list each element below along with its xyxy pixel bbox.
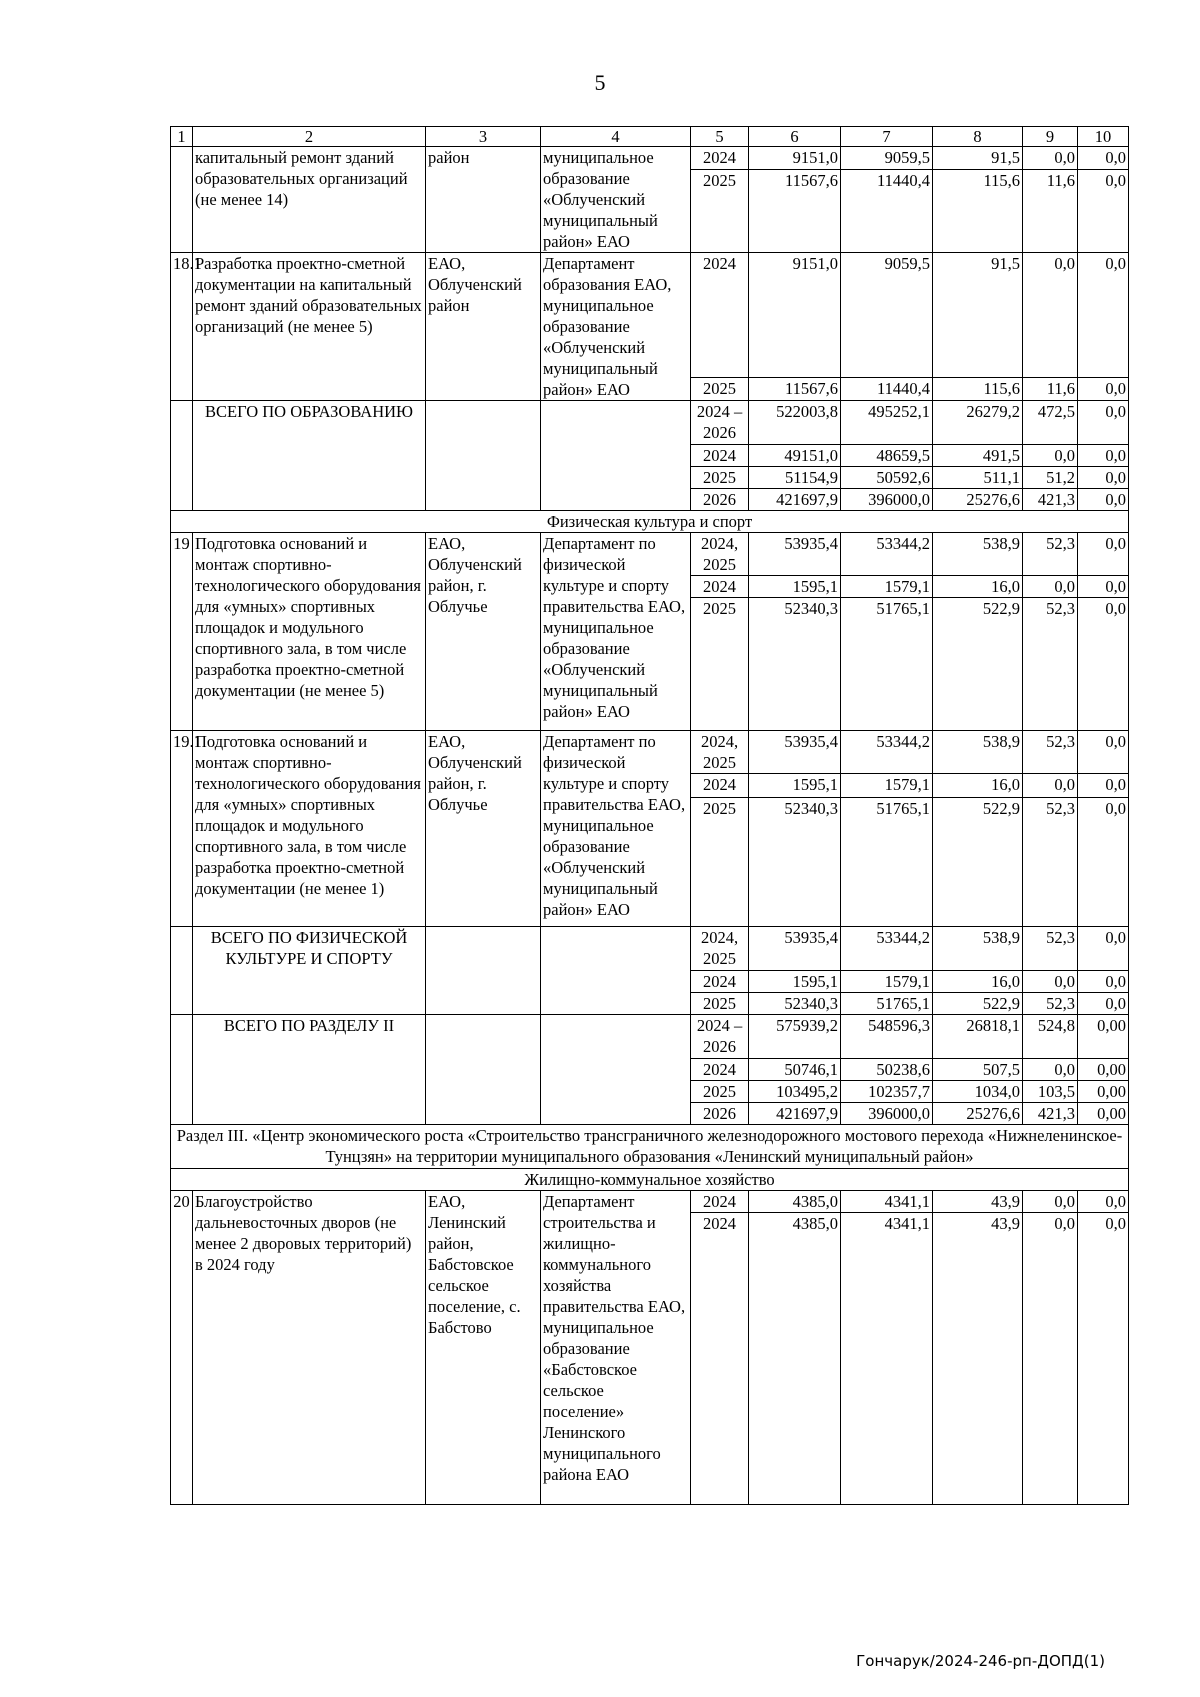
extrabudget-cell: 0,0: [1078, 489, 1129, 511]
measure-name-cell: Разработка проектно-сметной документации на капитальный ремонт зданий образовательных организаций (не менее 5): [193, 253, 426, 401]
year-cell: 2024 – 2026: [691, 1015, 749, 1059]
year-cell: 2024: [691, 253, 749, 378]
local-budget-cell: 52,3: [1023, 798, 1078, 927]
federal-budget-cell: 495252,1: [841, 401, 933, 445]
regional-budget-cell: 25276,6: [933, 1103, 1023, 1125]
total-cell: 53935,4: [749, 927, 841, 971]
regional-budget-cell: 1034,0: [933, 1081, 1023, 1103]
measure-name-cell: капитальный ремонт зданий образовательных организаций (не менее 14): [193, 147, 426, 253]
total-cell: 53935,4: [749, 731, 841, 774]
regional-budget-cell: 491,5: [933, 445, 1023, 467]
local-budget-cell: 472,5: [1023, 401, 1078, 445]
header-cell: 9: [1023, 127, 1078, 147]
year-cell: 2024: [691, 147, 749, 170]
year-cell: 2025: [691, 598, 749, 731]
table-body: [171, 127, 1129, 1505]
total-cell: 9151,0: [749, 253, 841, 378]
header-cell: 8: [933, 127, 1023, 147]
regional-budget-cell: 91,5: [933, 253, 1023, 378]
extrabudget-cell: 0,0: [1078, 147, 1129, 170]
local-budget-cell: 52,3: [1023, 533, 1078, 576]
location-cell: [426, 1015, 541, 1125]
federal-budget-cell: 11440,4: [841, 377, 933, 400]
extrabudget-cell: 0,0: [1078, 971, 1129, 993]
header-cell: 5: [691, 127, 749, 147]
location-cell: ЕАО, Облученский район, г. Облучье: [426, 533, 541, 731]
local-budget-cell: 524,8: [1023, 1015, 1078, 1059]
measure-name-cell: Подготовка оснований и монтаж спортивно-технологического оборудования для «умных» спортивных площадок и модульного спортивного зала, в том числе разработка проектно-сметной документации (не менее 5): [193, 533, 426, 731]
total-cell: 11567,6: [749, 170, 841, 253]
total-cell: 4385,0: [749, 1213, 841, 1505]
page-number: 5: [594, 70, 606, 95]
federal-budget-cell: 53344,2: [841, 927, 933, 971]
measure-name-cell: Благоустройство дальневосточных дворов (не менее 2 дворовых территорий) в 2024 году: [193, 1191, 426, 1505]
header-cell: 6: [749, 127, 841, 147]
regional-budget-cell: 43,9: [933, 1213, 1023, 1505]
index-cell: 19.1: [171, 731, 193, 927]
regional-budget-cell: 16,0: [933, 774, 1023, 798]
federal-budget-cell: 396000,0: [841, 489, 933, 511]
extrabudget-cell: 0,0: [1078, 731, 1129, 774]
federal-budget-cell: 4341,1: [841, 1191, 933, 1213]
measure-name-cell: Подготовка оснований и монтаж спортивно-технологического оборудования для «умных» спортивных площадок и модульного спортивного зала, в том числе разработка проектно-сметной документации (не менее 1): [193, 731, 426, 927]
total-cell: 421697,9: [749, 489, 841, 511]
federal-budget-cell: 4341,1: [841, 1213, 933, 1505]
federal-budget-cell: 102357,7: [841, 1081, 933, 1103]
local-budget-cell: 11,6: [1023, 170, 1078, 253]
year-cell: 2024: [691, 445, 749, 467]
regional-budget-cell: 522,9: [933, 598, 1023, 731]
federal-budget-cell: 9059,5: [841, 147, 933, 170]
year-cell: 2024: [691, 774, 749, 798]
total-cell: 522003,8: [749, 401, 841, 445]
location-cell: ЕАО, Облученский район: [426, 253, 541, 401]
regional-budget-cell: 26279,2: [933, 401, 1023, 445]
regional-budget-cell: 26818,1: [933, 1015, 1023, 1059]
total-cell: 103495,2: [749, 1081, 841, 1103]
section-heading-cell: Жилищно-коммунальное хозяйство: [171, 1169, 1129, 1191]
extrabudget-cell: 0,0: [1078, 467, 1129, 489]
year-cell: 2024: [691, 1191, 749, 1213]
regional-budget-cell: 507,5: [933, 1059, 1023, 1081]
federal-budget-cell: 53344,2: [841, 533, 933, 576]
index-cell: 19: [171, 533, 193, 731]
regional-budget-cell: 522,9: [933, 798, 1023, 927]
local-budget-cell: 0,0: [1023, 253, 1078, 378]
index-cell: [171, 401, 193, 511]
table-row: [171, 533, 1129, 576]
year-cell: 2026: [691, 1103, 749, 1125]
local-budget-cell: 0,0: [1023, 1191, 1078, 1213]
index-cell: 18.1: [171, 253, 193, 401]
federal-budget-cell: 48659,5: [841, 445, 933, 467]
index-cell: 20: [171, 1191, 193, 1505]
header-cell: 3: [426, 127, 541, 147]
extrabudget-cell: 0,0: [1078, 377, 1129, 400]
year-cell: 2024 – 2026: [691, 401, 749, 445]
extrabudget-cell: 0,0: [1078, 401, 1129, 445]
extrabudget-cell: 0,0: [1078, 253, 1129, 378]
total-cell: 1595,1: [749, 576, 841, 598]
header-cell: 7: [841, 127, 933, 147]
regional-budget-cell: 538,9: [933, 533, 1023, 576]
total-cell: 4385,0: [749, 1191, 841, 1213]
federal-budget-cell: 51765,1: [841, 598, 933, 731]
federal-budget-cell: 51765,1: [841, 993, 933, 1015]
federal-budget-cell: 1579,1: [841, 774, 933, 798]
year-cell: 2024: [691, 1059, 749, 1081]
year-cell: 2025: [691, 798, 749, 927]
location-cell: ЕАО, Ленинский район, Бабстовское сельское поселение, с. Бабстово: [426, 1191, 541, 1505]
federal-budget-cell: 53344,2: [841, 731, 933, 774]
total-label-cell: ВСЕГО ПО ОБРАЗОВАНИЮ: [193, 401, 426, 511]
extrabudget-cell: 0,00: [1078, 1103, 1129, 1125]
federal-budget-cell: 11440,4: [841, 170, 933, 253]
document-code: Гончарук/2024-246-рп-ДОПД(1): [856, 1652, 1105, 1670]
total-cell: 49151,0: [749, 445, 841, 467]
extrabudget-cell: 0,0: [1078, 1191, 1129, 1213]
local-budget-cell: 52,3: [1023, 927, 1078, 971]
extrabudget-cell: 0,0: [1078, 993, 1129, 1015]
table-row: [171, 147, 1129, 170]
extrabudget-cell: 0,00: [1078, 1081, 1129, 1103]
year-cell: 2024, 2025: [691, 927, 749, 971]
extrabudget-cell: 0,0: [1078, 927, 1129, 971]
year-cell: 2024: [691, 576, 749, 598]
year-cell: 2025: [691, 170, 749, 253]
regional-budget-cell: 91,5: [933, 147, 1023, 170]
regional-budget-cell: 16,0: [933, 576, 1023, 598]
regional-budget-cell: 522,9: [933, 993, 1023, 1015]
regional-budget-cell: 115,6: [933, 170, 1023, 253]
federal-budget-cell: 50238,6: [841, 1059, 933, 1081]
year-cell: 2024, 2025: [691, 533, 749, 576]
regional-budget-cell: 538,9: [933, 731, 1023, 774]
index-cell: [171, 147, 193, 253]
index-cell: [171, 1015, 193, 1125]
total-label-cell: ВСЕГО ПО ФИЗИЧЕСКОЙ КУЛЬТУРЕ И СПОРТУ: [193, 927, 426, 1015]
total-cell: 50746,1: [749, 1059, 841, 1081]
header-cell: 4: [541, 127, 691, 147]
local-budget-cell: 421,3: [1023, 1103, 1078, 1125]
extrabudget-cell: 0,0: [1078, 598, 1129, 731]
header-cell: 2: [193, 127, 426, 147]
local-budget-cell: 0,0: [1023, 1059, 1078, 1081]
section-title: [171, 1125, 1129, 1169]
total-cell: 51154,9: [749, 467, 841, 489]
location-cell: [426, 401, 541, 511]
year-cell: 2025: [691, 377, 749, 400]
extrabudget-cell: 0,0: [1078, 445, 1129, 467]
extrabudget-cell: 0,00: [1078, 1015, 1129, 1059]
federal-budget-cell: 1579,1: [841, 576, 933, 598]
total-cell: 1595,1: [749, 774, 841, 798]
year-cell: 2026: [691, 489, 749, 511]
table-row: [171, 1015, 1129, 1059]
location-cell: ЕАО, Облученский район, г. Облучье: [426, 731, 541, 927]
extrabudget-cell: 0,0: [1078, 576, 1129, 598]
local-budget-cell: 11,6: [1023, 377, 1078, 400]
regional-budget-cell: 538,9: [933, 927, 1023, 971]
federal-budget-cell: 396000,0: [841, 1103, 933, 1125]
extrabudget-cell: 0,0: [1078, 170, 1129, 253]
executor-cell: Департамент строительства и жилищно-коммунального хозяйства правительства ЕАО, муниципальное образование «Бабстовское сельское поселение» Ленинского муниципального района ЕАО: [541, 1191, 691, 1505]
extrabudget-cell: 0,00: [1078, 1059, 1129, 1081]
extrabudget-cell: 0,0: [1078, 774, 1129, 798]
executor-cell: муниципальное образование «Облученский муниципальный район» ЕАО: [541, 147, 691, 253]
local-budget-cell: 0,0: [1023, 147, 1078, 170]
section-title-cell: Раздел III. «Центр экономического роста «Строительство трансграничного железнодорожного мостового перехода «Нижнеленинское-Тунцзян» на территории муниципального образования «Ленинский муниципальный район»: [171, 1125, 1129, 1169]
federal-budget-cell: 9059,5: [841, 253, 933, 378]
table-row: [171, 253, 1129, 378]
total-cell: 52340,3: [749, 993, 841, 1015]
executor-cell: Департамент по физической культуре и спорту правительства ЕАО, муниципальное образование «Облученский муниципальный район» ЕАО: [541, 533, 691, 731]
regional-budget-cell: 43,9: [933, 1191, 1023, 1213]
local-budget-cell: 0,0: [1023, 971, 1078, 993]
executor-cell: [541, 401, 691, 511]
executor-cell: [541, 1015, 691, 1125]
federal-budget-cell: 1579,1: [841, 971, 933, 993]
local-budget-cell: 103,5: [1023, 1081, 1078, 1103]
regional-budget-cell: 115,6: [933, 377, 1023, 400]
table-row: [171, 731, 1129, 774]
total-cell: 53935,4: [749, 533, 841, 576]
section-heading: [171, 1169, 1129, 1191]
total-cell: 9151,0: [749, 147, 841, 170]
local-budget-cell: 0,0: [1023, 445, 1078, 467]
total-cell: 421697,9: [749, 1103, 841, 1125]
index-cell: [171, 927, 193, 1015]
location-cell: район: [426, 147, 541, 253]
total-cell: 52340,3: [749, 598, 841, 731]
executor-cell: Департамент по физической культуре и спорту правительства ЕАО, муниципальное образование «Облученский муниципальный район» ЕАО: [541, 731, 691, 927]
header-cell: 1: [171, 127, 193, 147]
extrabudget-cell: 0,0: [1078, 533, 1129, 576]
table-row: [171, 1191, 1129, 1213]
year-cell: 2024, 2025: [691, 731, 749, 774]
section-heading-cell: Физическая культура и спорт: [171, 511, 1129, 533]
year-cell: 2024: [691, 971, 749, 993]
table-row: [171, 927, 1129, 971]
budget-table: [170, 126, 1129, 1505]
local-budget-cell: 51,2: [1023, 467, 1078, 489]
local-budget-cell: 52,3: [1023, 731, 1078, 774]
header-cell: 10: [1078, 127, 1129, 147]
total-cell: 575939,2: [749, 1015, 841, 1059]
year-cell: 2025: [691, 993, 749, 1015]
local-budget-cell: 0,0: [1023, 1213, 1078, 1505]
section-heading: [171, 511, 1129, 533]
header-row: [171, 127, 1129, 147]
total-cell: 1595,1: [749, 971, 841, 993]
location-cell: [426, 927, 541, 1015]
local-budget-cell: 52,3: [1023, 993, 1078, 1015]
executor-cell: Департамент образования ЕАО, муниципальное образование «Облученский муниципальный район» ЕАО: [541, 253, 691, 401]
extrabudget-cell: 0,0: [1078, 1213, 1129, 1505]
total-cell: 52340,3: [749, 798, 841, 927]
local-budget-cell: 0,0: [1023, 576, 1078, 598]
regional-budget-cell: 511,1: [933, 467, 1023, 489]
local-budget-cell: 421,3: [1023, 489, 1078, 511]
year-cell: 2025: [691, 1081, 749, 1103]
federal-budget-cell: 51765,1: [841, 798, 933, 927]
total-label-cell: ВСЕГО ПО РАЗДЕЛУ II: [193, 1015, 426, 1125]
year-cell: 2024: [691, 1213, 749, 1505]
local-budget-cell: 0,0: [1023, 774, 1078, 798]
table-row: [171, 401, 1129, 445]
federal-budget-cell: 50592,6: [841, 467, 933, 489]
regional-budget-cell: 16,0: [933, 971, 1023, 993]
extrabudget-cell: 0,0: [1078, 798, 1129, 927]
executor-cell: [541, 927, 691, 1015]
total-cell: 11567,6: [749, 377, 841, 400]
regional-budget-cell: 25276,6: [933, 489, 1023, 511]
federal-budget-cell: 548596,3: [841, 1015, 933, 1059]
year-cell: 2025: [691, 467, 749, 489]
local-budget-cell: 52,3: [1023, 598, 1078, 731]
